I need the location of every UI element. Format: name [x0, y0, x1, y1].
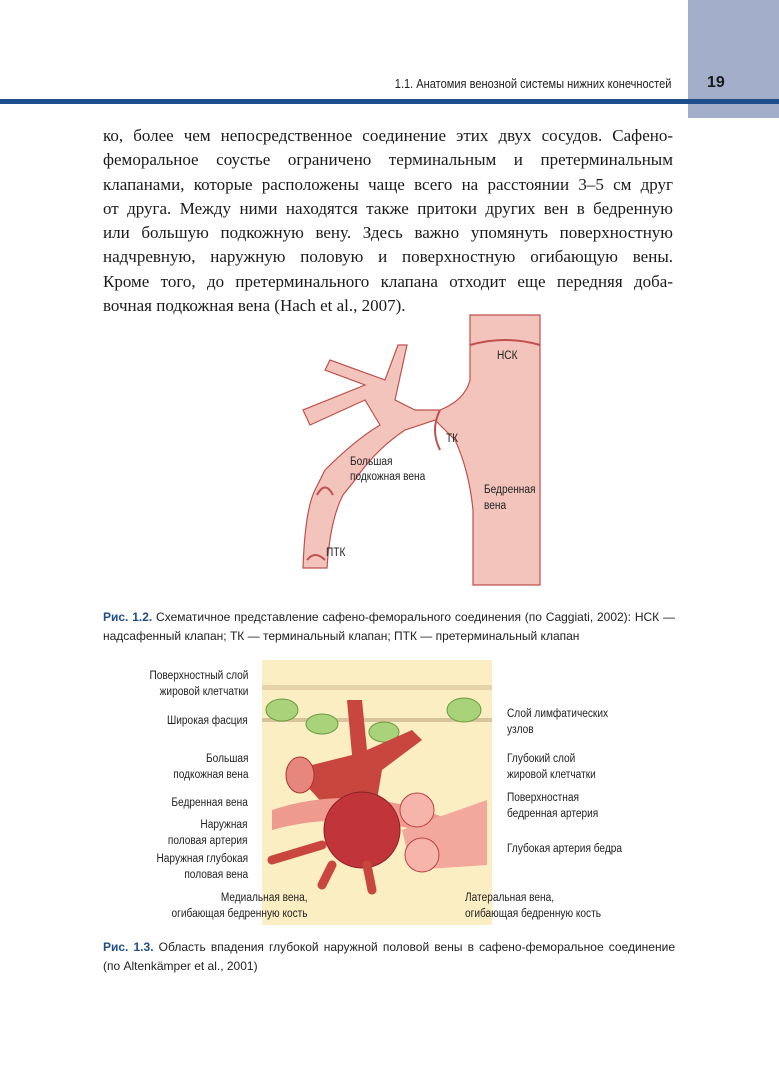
label-gsv-2: подкожная вена [350, 471, 426, 483]
f2-label-sfa: Поверхностная бедренная артерия [507, 792, 599, 820]
f2-label-medial-circumflex-vein: Медиальная вена, огибающая бедренную кость [171, 892, 308, 920]
f2-label-lymph-nodes: Слой лимфатических узлов [507, 708, 609, 736]
f2-label-deep-fat: Глубокий слой жировой клетчатки [507, 753, 596, 781]
caption-text: Схематичное представление сафено-феморального соединения (по Caggiati, 2002): НСК — надсафенный клапан; ТК — терминальный клапан; ПТК — претерминальный клапан [103, 610, 675, 643]
label-gsv-1: Большая [350, 456, 393, 468]
text-line: или большую подкожную вену. Здесь важно упомянуть поверхностную [103, 223, 673, 243]
text-line: ко, более чем непосредственное соединение этих двух сосудов. Сафено- [103, 126, 673, 145]
page-number: 19 [707, 74, 725, 91]
f2-label-deep-femoral-artery: Глубокая артерия бедра [507, 843, 623, 855]
label-tk: ТК [446, 433, 459, 445]
f2-label-ext-pudendal-artery: Наружная половая артерия [168, 819, 248, 847]
body-text [103, 124, 673, 318]
figure-2-illustration [262, 660, 492, 925]
text-line: от друга. Между ними находятся также притоки других вен в бедренную [103, 198, 673, 218]
caption-number: Рис. 1.2. [103, 610, 153, 624]
label-nsk: НСК [497, 350, 518, 362]
text-line: феморальное соустье ограничено терминальным и претерминальным [103, 150, 673, 170]
header-rule [0, 99, 779, 104]
text-line: клапанами, которые расположены чаще всего на расстоянии 3–5 см друг [103, 174, 673, 194]
f2-label-gsv: Большая подкожная вена [172, 753, 248, 781]
f2-label-deep-ext-pudendal-vein: Наружная глубокая половая вена [156, 853, 248, 881]
text-line: Кроме того, до претерминального клапана отходит еще передняя доба- [103, 271, 673, 291]
figure-1-diagram [255, 300, 555, 600]
f2-label-femoral-vein: Бедренная вена [171, 797, 248, 809]
running-title: 1.1. Анатомия венозной системы нижних конечностей [394, 76, 671, 91]
caption-number: Рис. 1.3. [103, 940, 154, 954]
figure-1-caption [103, 608, 675, 646]
f2-label-fascia-lata: Широкая фасция [167, 715, 248, 727]
label-fv-2: вена [484, 500, 507, 512]
text-line: надчревную, наружную половую и поверхностную огибающую вены. [103, 247, 673, 267]
label-fv-1: Бедренная [484, 484, 536, 496]
text-line: вочная подкожная вена (Hach et al., 2007). [103, 296, 406, 316]
f2-label-lateral-circumflex-vein: Латеральная вена, огибающая бедренную кость [465, 892, 602, 920]
caption-text: Область впадения глубокой наружной половой вены в сафено-феморальное соединение (по Altenkämper et al., 2001) [103, 940, 675, 973]
label-ptk: ПТК [326, 547, 346, 559]
f2-label-superficial-fat: Поверхностный слой жировой клетчатки [149, 670, 248, 698]
figure-2-caption [103, 938, 675, 976]
